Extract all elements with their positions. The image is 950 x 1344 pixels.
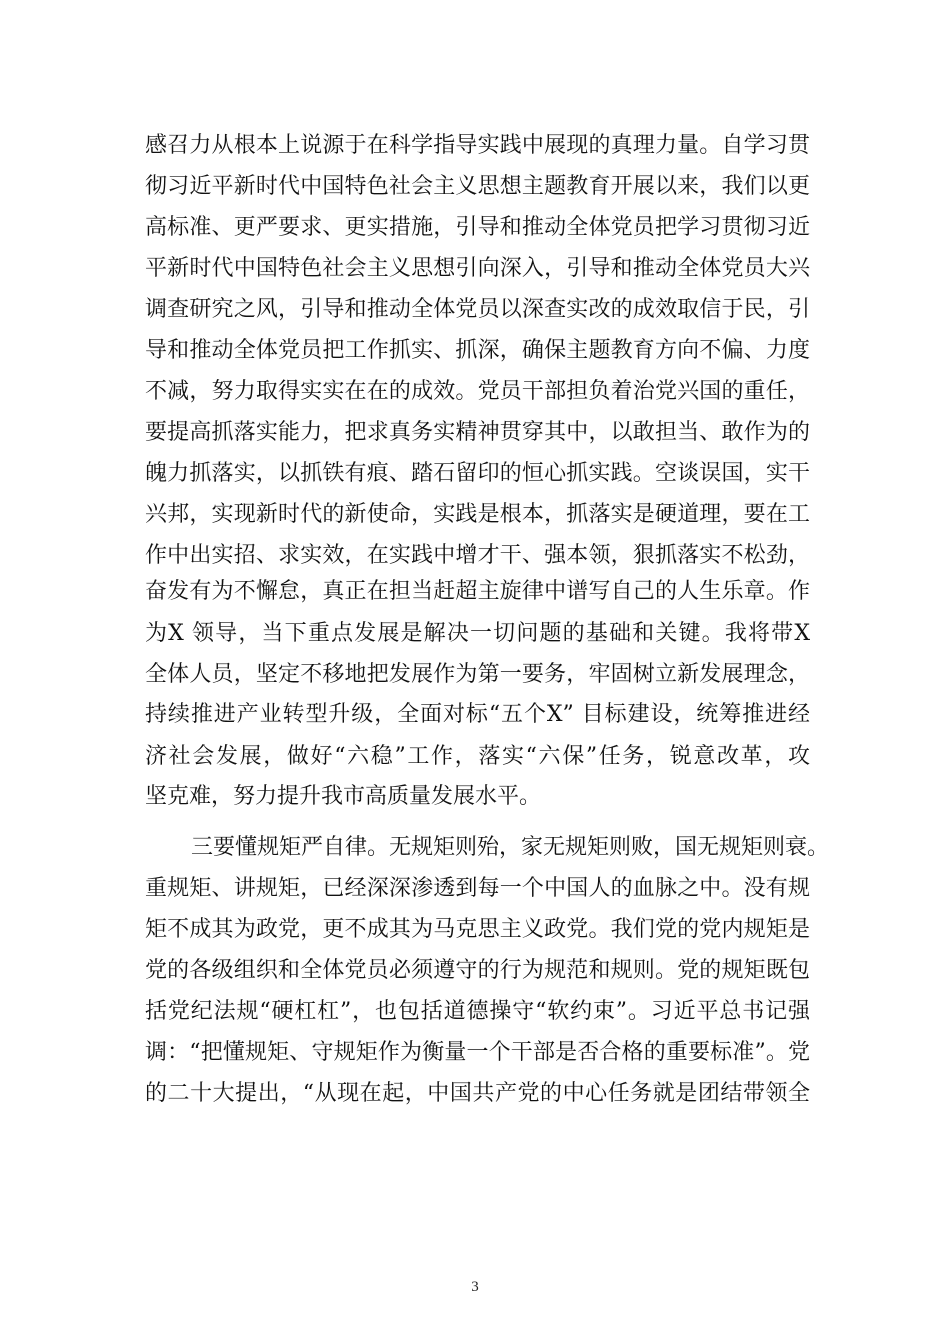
text-line: 导和推动全体党员把工作抓实、抓深，确保主题教育方向不偏、力度 — [145, 338, 810, 363]
text-line: 调查研究之风，引导和推动全体党员以深查实改的成效取信于民，引 — [145, 297, 810, 322]
text-line: 的二十大提出，“从现在起，中国共产党的中心任务就是团结带领全 — [145, 1081, 810, 1106]
text-line: 高标准、更严要求、更实措施，引导和推动全体党员把学习贯彻习近 — [145, 215, 810, 240]
text-line: 全体人员，坚定不移地把发展作为第一要务，牢固树立新发展理念， — [145, 662, 810, 687]
text-line: 奋发有为不懈怠，真正在担当赶超主旋律中谱写自己的人生乐章。作 — [145, 579, 810, 604]
text-line: 调：“把懂规矩、守规矩作为衡量一个干部是否合格的重要标准”。党 — [145, 1040, 810, 1065]
text-line: 济社会发展，做好“六稳”工作，落实“六保”任务，锐意改革，攻 — [145, 744, 810, 769]
text-line: 矩不成其为政党，更不成其为马克思主义政党。我们党的党内规矩是 — [145, 917, 810, 942]
text-line: 不减，努力取得实实在在的成效。党员干部担负着治党兴国的重任， — [145, 379, 810, 404]
text-line: 坚克难，努力提升我市高质量发展水平。 — [145, 784, 542, 809]
text-line: 要提高抓落实能力，把求真务实精神贯穿其中，以敢担当、敢作为的 — [145, 420, 810, 445]
text-line: 兴邦，实现新时代的新使命，实践是根本，抓落实是硬道理，要在工 — [145, 502, 810, 527]
text-line: 重规矩、讲规矩，已经深深渗透到每一个中国人的血脉之中。没有规 — [145, 876, 810, 901]
text-line: 魄力抓落实，以抓铁有痕、踏石留印的恒心抓实践。空谈误国，实干 — [145, 461, 810, 486]
text-line: 彻习近平新时代中国特色社会主义思想主题教育开展以来，我们以更 — [145, 174, 810, 199]
text-line: 党的各级组织和全体党员必须遵守的行为规范和规则。党的规矩既包 — [145, 958, 810, 983]
text-line: 持续推进产业转型升级，全面对标“五个X” 目标建设，统筹推进经 — [145, 702, 810, 727]
text-line: 平新时代中国特色社会主义思想引向深入，引导和推动全体党员大兴 — [145, 256, 810, 281]
page-number: 3 — [471, 1279, 479, 1295]
text-line: 为X 领导，当下重点发展是解决一切问题的基础和关键。我将带X — [145, 621, 810, 646]
text-line: 括党纪法规“硬杠杠”，也包括道德操守“软约束”。习近平总书记强 — [145, 999, 810, 1024]
text-line: 感召力从根本上说源于在科学指导实践中展现的真理力量。自学习贯 — [145, 133, 810, 158]
text-line: 作中出实招、求实效，在实践中增才干、强本领，狠抓落实不松劲， — [145, 543, 810, 568]
text-line: 三要懂规矩严自律。无规矩则殆，家无规矩则败，国无规矩则衰。 — [191, 835, 830, 860]
